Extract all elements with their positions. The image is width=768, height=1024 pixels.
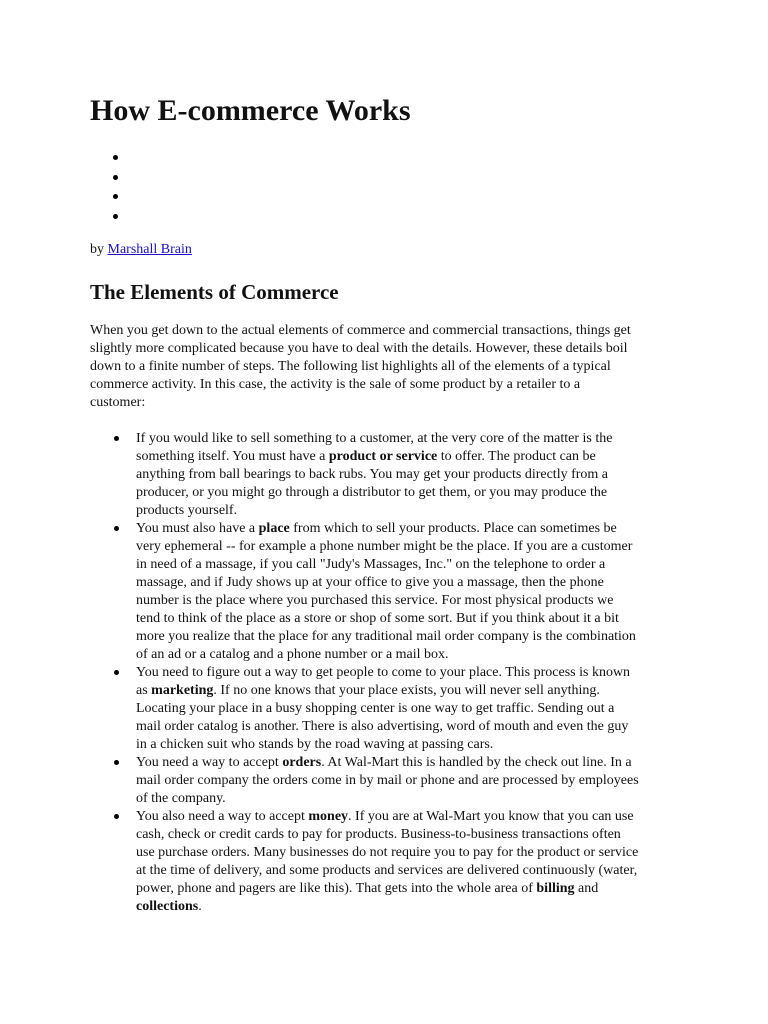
list-item bbox=[90, 520, 690, 664]
empty-bullet-list bbox=[90, 150, 150, 228]
bullet-icon bbox=[114, 526, 119, 531]
list-item-line: anything from ball bearings to back rubs. You may get your products directly from a bbox=[136, 467, 609, 482]
bold-term: orders bbox=[282, 755, 322, 770]
list-item bbox=[90, 664, 690, 754]
intro-line: down to a finite number of steps. The following list highlights all of the elements of a typical bbox=[90, 359, 611, 374]
list-item-line: more you realize that the place for any traditional mail order company is the combination bbox=[136, 629, 636, 644]
bold-term: money bbox=[308, 809, 349, 824]
list-item-line: mail order catalog is another. There is also advertising, word of mouth and even the guy bbox=[136, 719, 629, 734]
list-item-line: in a chicken suit who stands by the road waving at passing cars. bbox=[136, 737, 494, 752]
list-item-line: number is the place where you purchased this service. For most physical products we bbox=[136, 593, 614, 608]
list-item bbox=[90, 430, 690, 520]
list-item-line: products yourself. bbox=[136, 503, 238, 518]
list-item-line: If you would like to sell something to a customer, at the very core of the matter is the bbox=[136, 431, 613, 446]
list-item-line: You also need a way to accept money. If you are at Wal-Mart you know that you can use bbox=[136, 809, 634, 824]
list-item-line: in need of a massage, if you call "Judy's Massages, Inc." on the telephone to order a bbox=[136, 557, 606, 572]
list-item bbox=[90, 754, 690, 808]
empty-bullet bbox=[90, 150, 150, 170]
list-item-line: at the time of delivery, and some products and services are delivered continuously (water, bbox=[136, 863, 638, 878]
bullet-icon bbox=[114, 814, 119, 819]
section-heading: The Elements of Commerce bbox=[90, 280, 339, 304]
list-item-line: use purchase orders. Many businesses do not require you to pay for the product or service bbox=[136, 845, 639, 860]
list-item-line: as marketing. If no one knows that your place exists, you will never sell anything. bbox=[136, 683, 600, 698]
bullet-icon bbox=[114, 670, 119, 675]
list-item-line: of the company. bbox=[136, 791, 226, 806]
list-item-line: tend to think of the place as a store or shop of some sort. But if you think about it a bit bbox=[136, 611, 619, 626]
byline-prefix: by bbox=[90, 242, 108, 257]
list-item-line: something itself. You must have a product or service to offer. The product can be bbox=[136, 449, 596, 464]
list-item-line: massage, and if Judy shows up at your office to give you a massage, then the phone bbox=[136, 575, 604, 590]
list-item-line: You need to figure out a way to get people to come to your place. This process is known bbox=[136, 665, 631, 680]
byline bbox=[90, 241, 192, 259]
list-item-line: cash, check or credit cards to pay for products. Business-to-business transactions often bbox=[136, 827, 621, 842]
bold-term: billing bbox=[536, 881, 575, 896]
intro-paragraph bbox=[90, 322, 690, 412]
page-title: How E-commerce Works bbox=[90, 94, 411, 127]
bold-term: collections bbox=[136, 899, 199, 914]
list-item-line: power, phone and pagers are like this). That gets into the whole area of billing and bbox=[136, 881, 599, 896]
empty-bullet bbox=[90, 170, 150, 190]
list-item-line: very ephemeral -- for example a phone number might be the place. If you are a customer bbox=[136, 539, 633, 554]
list-item-line: Locating your place in a busy shopping center is one way to get traffic. Sending out a bbox=[136, 701, 615, 716]
intro-line: commerce activity. In this case, the activity is the sale of some product by a retailer to a bbox=[90, 377, 581, 392]
commerce-elements-list bbox=[90, 430, 690, 916]
intro-line: When you get down to the actual elements of commerce and commercial transactions, things get bbox=[90, 323, 631, 338]
author-link[interactable]: Marshall Brain bbox=[107, 242, 192, 257]
intro-line: customer: bbox=[90, 395, 146, 410]
empty-bullet bbox=[90, 209, 150, 229]
bold-term: marketing bbox=[151, 683, 214, 698]
intro-line: slightly more complicated because you have to deal with the details. However, these details boil bbox=[90, 341, 628, 356]
list-item-line: You must also have a place from which to sell your products. Place can sometimes be bbox=[136, 521, 617, 536]
empty-bullet bbox=[90, 189, 150, 209]
list-item-line: You need a way to accept orders. At Wal-Mart this is handled by the check out line. In a bbox=[136, 755, 632, 770]
list-item-line: mail order company the orders come in by mail or phone and are processed by employees bbox=[136, 773, 639, 788]
list-item-line: of an ad or a catalog and a phone number or a mail box. bbox=[136, 647, 449, 662]
bold-term: place bbox=[258, 521, 290, 536]
list-item-line: producer, or you might go through a distributor to get them, or you may produce the bbox=[136, 485, 608, 500]
bold-term: product or service bbox=[328, 449, 438, 464]
list-item-line: collections. bbox=[136, 899, 202, 914]
bullet-icon bbox=[114, 436, 119, 441]
bullet-icon bbox=[114, 760, 119, 765]
list-item bbox=[90, 808, 690, 916]
